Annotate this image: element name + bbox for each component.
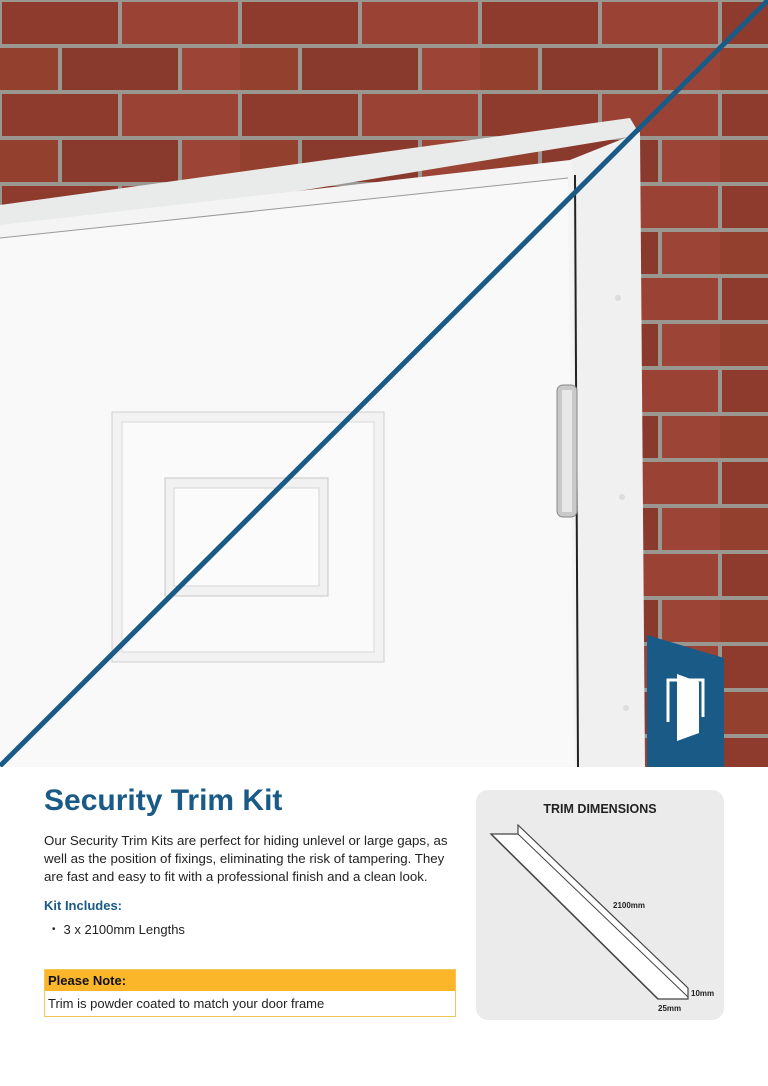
dimensions-title: TRIM DIMENSIONS — [543, 802, 657, 816]
length-label: 2100mm — [613, 901, 646, 910]
kit-includes-heading: Kit Includes: — [44, 898, 123, 913]
product-description: Our Security Trim Kits are perfect for hiding unlevel or large gaps, as well as the position of fixings, eliminating the risk of tampering. They are fast and easy to fit with a professional finish and a clean look. — [44, 833, 448, 884]
note-body: Trim is powder coated to match your door frame — [45, 991, 455, 1016]
note-box — [44, 969, 456, 1017]
door-icon — [647, 635, 724, 767]
trim-diagram — [476, 790, 724, 1020]
product-title: Security Trim Kit — [44, 784, 283, 817]
note-heading: Please Note: — [45, 970, 455, 991]
kit-item: • 3 x 2100mm Lengths — [52, 922, 185, 937]
width-label: 25mm — [658, 1004, 682, 1013]
height-label: 10mm — [691, 989, 715, 998]
kit-list — [52, 922, 185, 937]
trim-dimensions-panel — [476, 790, 724, 1020]
